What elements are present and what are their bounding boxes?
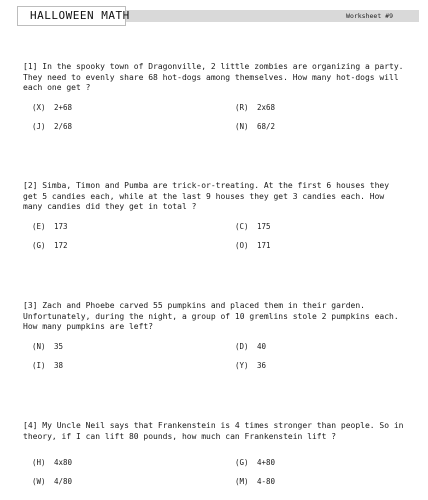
answer-letter: (H): [32, 458, 46, 467]
answer-options: [23, 103, 405, 143]
answer-option[interactable]: [32, 458, 72, 468]
answer-letter: (E): [32, 221, 46, 231]
question-text: [2] Simba, Timon and Pumba are trick-or-treating. At the first 6 houses they get 5 candies each, while at the last 9 houses they get 3 candies each. How many candies did they get in total ?: [23, 181, 390, 211]
answer-options: [23, 458, 405, 498]
answer-letter: (M): [235, 477, 249, 486]
question-3: [23, 301, 405, 382]
answer-value: 175: [257, 221, 271, 231]
answer-option[interactable]: [235, 122, 275, 132]
answer-option[interactable]: [235, 361, 266, 371]
answer-option[interactable]: [235, 342, 266, 352]
title-box: [17, 6, 130, 26]
answer-option[interactable]: [235, 222, 271, 232]
answer-letter: (G): [32, 240, 46, 250]
answer-option[interactable]: [32, 241, 68, 251]
answer-option[interactable]: [235, 241, 271, 251]
answer-option[interactable]: [32, 122, 72, 132]
answer-letter: (C): [235, 221, 249, 231]
answer-option[interactable]: [235, 477, 275, 487]
answer-value: 38: [54, 360, 64, 370]
answer-value: 2+68: [54, 102, 73, 112]
answer-letter: (X): [32, 102, 46, 112]
answer-value: 172: [54, 240, 68, 250]
worksheet-header: [17, 6, 419, 26]
answer-value: 4/80: [54, 477, 73, 486]
answer-value: 4+80: [257, 458, 276, 467]
answer-letter: (G): [235, 458, 249, 467]
answer-value: 36: [257, 360, 267, 370]
answer-letter: (Y): [235, 360, 249, 370]
answer-letter: (J): [32, 121, 46, 131]
answer-letter: (O): [235, 240, 249, 250]
answer-options: [23, 222, 405, 262]
answer-value: 68/2: [257, 121, 276, 131]
answer-option[interactable]: [32, 477, 72, 487]
answer-options: [23, 342, 405, 382]
question-2: [23, 181, 405, 262]
answer-letter: (R): [235, 102, 249, 112]
answer-option[interactable]: [32, 361, 63, 371]
question-4: [23, 421, 405, 498]
answer-letter: (N): [235, 121, 249, 131]
answer-value: 171: [257, 240, 271, 250]
answer-letter: (I): [32, 360, 46, 370]
answer-option[interactable]: [32, 222, 68, 232]
answer-value: 2x68: [257, 102, 276, 112]
answer-value: 4x80: [54, 458, 73, 467]
answer-value: 35: [54, 341, 64, 351]
answer-option[interactable]: [32, 103, 72, 113]
answer-letter: (W): [32, 477, 46, 486]
answer-value: 4-80: [257, 477, 276, 486]
answer-option[interactable]: [32, 342, 63, 352]
question-text: [4] My Uncle Neil says that Frankenstein is 4 times stronger than people. So in theory, if I can lift 80 pounds, how much can Frankenstein lift ?: [23, 421, 404, 441]
question-text: [3] Zach and Phoebe carved 55 pumpkins and placed them in their garden. Unfortunately, during the night, a group of 10 gremlins stole 2 pumpkins each. How many pumpkins are left?: [23, 301, 399, 331]
answer-option[interactable]: [235, 458, 275, 468]
answer-value: 40: [257, 341, 267, 351]
answer-letter: (D): [235, 341, 249, 351]
header-bar: [126, 10, 419, 22]
answer-value: 173: [54, 221, 68, 231]
page-title: HALLOWEEN MATH: [30, 9, 130, 22]
worksheet-number: Worksheet #9: [346, 12, 393, 20]
answer-value: 2/68: [54, 121, 73, 131]
question-text: [1] In the spooky town of Dragonville, 2 little zombies are organizing a party. They need to evenly share 68 hot-dogs among themselves. How many hot-dogs will each one get ?: [23, 62, 404, 92]
question-1: [23, 62, 405, 143]
answer-option[interactable]: [235, 103, 275, 113]
answer-letter: (N): [32, 341, 46, 351]
